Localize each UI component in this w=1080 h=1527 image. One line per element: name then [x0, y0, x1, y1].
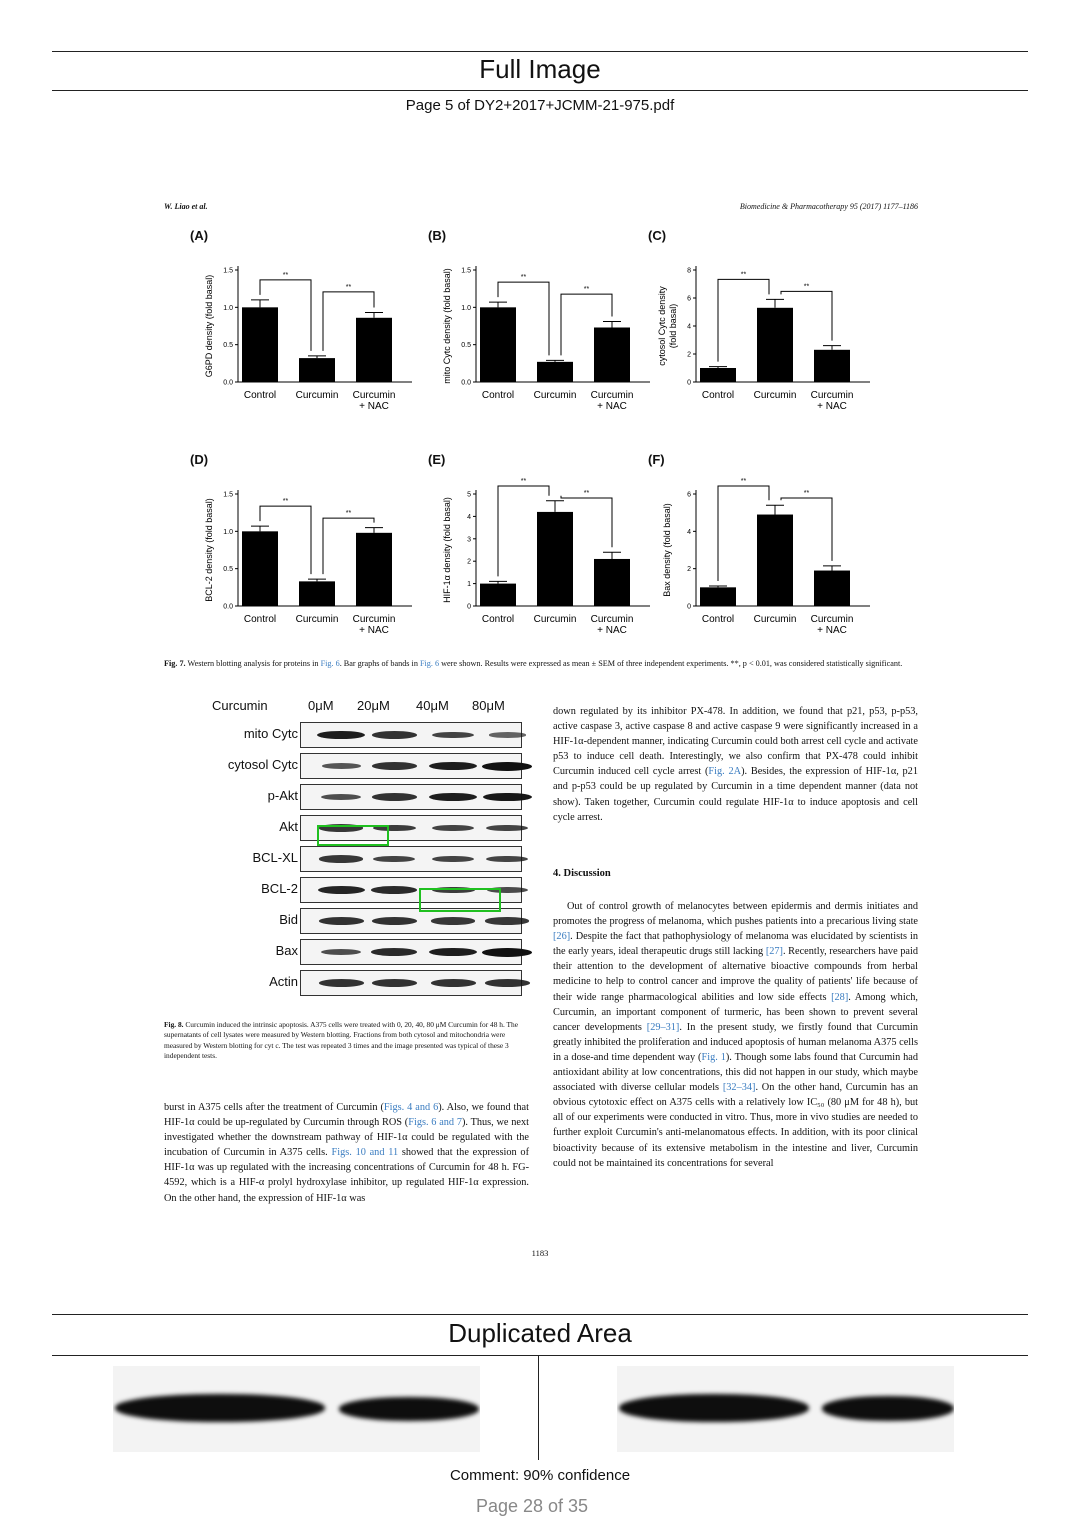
bar: [700, 587, 736, 606]
y-tick-label: 4: [687, 528, 691, 536]
blot-band: [483, 793, 532, 802]
blot-row-label: Bid: [279, 912, 298, 927]
blot-band: [319, 917, 364, 925]
dup-top-rule: [52, 1314, 1028, 1315]
category-label: + NAC: [597, 625, 627, 636]
bar-chart: [648, 228, 878, 428]
blot-band: [339, 1397, 479, 1421]
blot-row-label: mito Cytc: [243, 726, 298, 741]
bar-chart: [428, 452, 658, 652]
blot-band: [429, 948, 477, 956]
top-rule: [52, 51, 1028, 52]
bar-chart: [648, 452, 878, 652]
blot-row-label: BCL-XL: [252, 850, 298, 865]
chart-panel-a: [190, 228, 420, 428]
category-label: Curcumin: [753, 390, 797, 401]
blot-band: [317, 731, 365, 739]
category-label: Curcumin: [352, 614, 396, 625]
blot-band: [373, 856, 415, 863]
blot-band: [321, 794, 361, 800]
bar: [480, 307, 516, 382]
figure-link[interactable]: Figs. 4 and 6: [383, 1102, 439, 1113]
panel-label: (A): [190, 228, 209, 243]
fig6-link[interactable]: Fig. 6: [320, 659, 340, 668]
blot-row-label: cytosol Cytc: [227, 757, 298, 772]
category-label: Curcumin: [533, 614, 577, 625]
blot-band: [431, 917, 475, 924]
y-axis-label: mito Cytc density (fold basal): [442, 268, 452, 384]
page-subtitle: Page 5 of DY2+2017+JCMM-21-975.pdf: [405, 97, 675, 114]
y-tick-label: 8: [687, 267, 691, 275]
bar: [700, 368, 736, 382]
y-tick-label: 0: [467, 603, 471, 611]
dose-label: 20μM: [357, 698, 390, 713]
bar: [356, 533, 392, 606]
category-label: Curcumin: [753, 614, 797, 625]
chart-panel-d: [190, 452, 420, 652]
blot-band: [115, 1394, 325, 1422]
bar-chart: [190, 452, 420, 652]
bar: [537, 362, 573, 382]
bar: [814, 571, 850, 606]
blot-band: [432, 732, 474, 739]
y-tick-label: 4: [687, 323, 691, 331]
blot-band: [489, 732, 526, 737]
y-tick-label: 4: [467, 513, 471, 521]
y-tick-label: 1.5: [461, 267, 471, 275]
y-tick-label: 3: [467, 536, 471, 544]
blot-row-label: Bax: [275, 943, 298, 958]
panel-label: (F): [648, 452, 665, 467]
blot-band: [486, 856, 528, 863]
category-label: + NAC: [817, 401, 847, 412]
significance-label: **: [740, 271, 747, 279]
y-axis-label: cytosol Cytc density: [657, 286, 667, 366]
blot-band: [372, 917, 417, 925]
blot-band: [371, 948, 417, 956]
y-tick-label: 0.0: [461, 379, 471, 387]
bar: [594, 327, 630, 382]
significance-label: **: [345, 283, 352, 291]
blot-band: [318, 886, 365, 894]
bar: [356, 318, 392, 382]
blot-band: [372, 762, 417, 770]
bar: [757, 308, 793, 382]
chart-panel-f: [648, 452, 878, 652]
y-tick-label: 6: [687, 295, 691, 303]
dup-title-rule: [52, 1355, 1028, 1356]
significance-label: **: [803, 283, 810, 291]
fig6-link[interactable]: Fig. 6: [419, 659, 440, 668]
category-label: Control: [481, 390, 515, 401]
significance-label: **: [520, 478, 527, 485]
dose-label: 0μM: [308, 698, 334, 713]
chart-panel-b: [428, 228, 658, 428]
blot-band: [429, 793, 477, 801]
category-label: Curcumin: [810, 390, 854, 401]
blot-band: [822, 1396, 954, 1421]
blot-row-label: Akt: [279, 819, 298, 834]
y-tick-label: 1.0: [223, 528, 233, 536]
paper-page: [160, 196, 920, 1266]
figure-link[interactable]: Figs. 6 and 7: [408, 1117, 462, 1129]
duplicate-highlight-akt: [317, 825, 389, 846]
citation-link[interactable]: [29–31]: [646, 1021, 680, 1033]
significance-label: **: [282, 498, 289, 506]
bar: [814, 350, 850, 382]
panel-label: (E): [428, 452, 446, 467]
y-tick-label: 1.5: [223, 491, 233, 499]
y-tick-label: 1.0: [461, 304, 471, 312]
category-label: Control: [701, 390, 735, 401]
section-heading-discussion: 4. Discussion: [553, 868, 611, 879]
blot-strip: [300, 970, 522, 996]
figure-link[interactable]: Fig. 1: [701, 1051, 726, 1063]
category-label: Curcumin: [352, 390, 396, 401]
significance-label: **: [520, 274, 527, 282]
y-tick-label: 0.0: [223, 379, 233, 387]
y-tick-label: 0.0: [223, 603, 233, 611]
blot-row-label: Actin: [269, 974, 298, 989]
y-tick-label: 1.0: [223, 304, 233, 312]
category-label: Curcumin: [295, 614, 339, 625]
y-tick-label: 2: [687, 566, 691, 574]
comment-text: Comment: 90% confidence: [449, 1467, 631, 1484]
blot-band: [372, 793, 417, 801]
blot-band: [482, 762, 532, 771]
category-label: Curcumin: [810, 614, 854, 625]
blot-band: [485, 979, 530, 987]
duplicated-area-title: Duplicated Area: [448, 1318, 632, 1348]
blot-header-label: Curcumin: [212, 698, 268, 713]
y-axis-label: Bax density (fold basal): [662, 503, 672, 597]
dose-label: 40μM: [416, 698, 449, 713]
bar: [594, 559, 630, 606]
duplicate-highlight-bcl2: [419, 888, 501, 912]
significance-label: **: [345, 510, 352, 518]
category-label: + NAC: [817, 625, 847, 636]
blot-band: [432, 825, 474, 832]
blot-strip: [300, 753, 522, 779]
crop-divider: [538, 1356, 539, 1460]
y-tick-label: 0.5: [223, 566, 233, 574]
paper-page-number: 1183: [531, 1248, 549, 1258]
bar: [299, 358, 335, 382]
bar-chart: [428, 228, 658, 428]
significance-label: **: [803, 490, 810, 497]
figure-link[interactable]: Fig. 2A: [708, 766, 742, 778]
significance-label: **: [740, 478, 747, 485]
blot-band: [322, 763, 361, 769]
blot-strip: [300, 846, 522, 872]
blot-strip: [300, 784, 522, 810]
blot-band: [372, 979, 417, 987]
category-label: Control: [243, 614, 277, 625]
blot-band: [429, 762, 477, 770]
fig8-caption: Fig. 8. Curcumin induced the intrinsic apoptosis. A375 cells were treated with 0, 20, 40, 80 μM Curcumin for 48 h. The supernatants of cell lysates were measured by Western blotting. Fractions from both cytosol and mitochondria were measured by Western blotting for cyt c. The test was repeated 3 times and the image presented was typical of these 3 independent tests.: [164, 1020, 519, 1061]
y-axis-label: BCL-2 density (fold basal): [204, 498, 214, 602]
y-tick-label: 0.5: [223, 342, 233, 350]
category-label: Curcumin: [533, 390, 577, 401]
page-footer: Page 28 of 35: [475, 1496, 589, 1516]
duplicate-crop-right: [617, 1366, 954, 1452]
y-tick-label: 2: [467, 558, 471, 566]
category-label: Control: [481, 614, 515, 625]
significance-label: **: [282, 271, 289, 279]
citation-link[interactable]: [28]: [831, 991, 849, 1003]
blot-band: [482, 948, 532, 957]
y-tick-label: 6: [687, 491, 691, 499]
significance-label: **: [583, 490, 590, 497]
bar: [480, 584, 516, 606]
blot-band: [319, 855, 363, 862]
citation-link[interactable]: [27]: [765, 946, 783, 958]
running-head-right: Biomedicine & Pharmacotherapy 95 (2017) 1177–1186: [739, 202, 918, 211]
significance-label: **: [583, 286, 590, 294]
discussion-text: Out of control growth of melanocytes between epidermis and dermis initiates and promotes the progress of melanoma, which pushes patients into a precarious living state [26]. Despite the fact that pathophysiology of melanoma was elucidated by scientists in the early years, ideal therapeutic drugs still lacking [27]. Recently, researchers have paid their attention to the development of alternative bioactive compounds from herbal medicine to help to control cancer and improve the quality of patients' life because of their wide range pharmacological abilities and low side effects [28]. Among which, Curcumin, an important component of turmeric, has been shown to prevent several cancer developments [29–31]. In the present study, we firstly found that Curcumin greatly inhibited the proliferation and induced apoptosis of human melanoma A375 cells in a dose-and time dependent way (Fig. 1). Though some labs found that Curcumin had antioxidant ability at low concentrations, this did not happen in our study, which maybe associated with diverse cellular models [32–34]. On the other hand, Curcumin has an obvious cytotoxic effect on A375 cells with a relatively low IC₅₀ (80 μM for 48 h), but all of our experiments were conducted in vitro. Thus, more in vivo studies are needed to further exploit Curcumin's anti-melanomatous effects. In addition, with its poor clinical bioactivity because of its extensive metabolism in the intestine and liver, Curcumin could not be maintained its concentrations for several: [553, 901, 918, 1169]
blot-band: [319, 979, 364, 987]
blot-band: [619, 1394, 809, 1422]
citation-link[interactable]: [32–34]: [722, 1082, 756, 1094]
category-label: Curcumin: [590, 390, 634, 401]
blot-band: [485, 917, 529, 924]
y-tick-label: 0.5: [461, 342, 471, 350]
y-tick-label: 0: [687, 603, 691, 611]
blot-band: [371, 886, 417, 894]
category-label: Curcumin: [590, 614, 634, 625]
blot-strip: [300, 722, 522, 748]
y-tick-label: 0: [687, 379, 691, 387]
left-column-text: burst in A375 cells after the treatment of Curcumin (Figs. 4 and 6). Also, we found that HIF-1α could be up-regulated by Curcumin through ROS (Figs. 6 and 7). Thus, we next investigated whether the downstream pathway of HIF-1α could be regulated with the incubation of Curcumin in A375 cells. Figs. 10 and 11 showed that the expression of HIF-1α was up regulated with the increasing concentrations of Curcumin for 48 h. FG-4592, which is a HIF-α prolyl hydroxylase inhibitor, up regulated HIF-1α expression. On the other hand, the expression of HIF-1α was: [164, 1102, 530, 1204]
running-head-left: W. Liao et al.: [164, 202, 208, 211]
y-axis-label: (fold basal): [668, 303, 678, 349]
category-label: + NAC: [359, 625, 389, 636]
y-axis-label: G6PD density (fold basal): [204, 274, 214, 378]
y-tick-label: 2: [687, 351, 691, 359]
panel-label: (C): [648, 228, 667, 243]
y-tick-label: 5: [467, 491, 471, 499]
category-label: + NAC: [597, 401, 627, 412]
fig7-caption: Fig. 7. Western blotting analysis for proteins in Fig. 6. Bar graphs of bands in Fig. 6 were shown. Results were expressed as mean ± SEM of three independent experiments. **, p < 0.01, was considered statistically significant.: [164, 659, 903, 668]
panel-label: (B): [428, 228, 447, 243]
page-title: Full Image: [479, 54, 601, 84]
chart-panel-c: [648, 228, 878, 428]
blot-row-label: p-Akt: [267, 788, 298, 803]
panel-label: (D): [190, 452, 209, 467]
bar: [537, 512, 573, 606]
blot-band: [432, 856, 474, 863]
category-label: Control: [701, 614, 735, 625]
chart-panel-e: [428, 452, 658, 652]
category-label: + NAC: [359, 401, 389, 412]
blot-band: [321, 949, 361, 955]
blot-band: [372, 731, 417, 739]
bar-chart: [190, 228, 420, 428]
y-tick-label: 1: [467, 581, 471, 589]
figure-link[interactable]: Figs. 10 and 11: [331, 1147, 399, 1159]
bar: [757, 515, 793, 606]
western-blot: [180, 698, 530, 1008]
bar: [242, 307, 278, 382]
duplicate-crop-left: [113, 1366, 480, 1452]
bar: [299, 581, 335, 606]
category-label: Curcumin: [295, 390, 339, 401]
dose-label: 80μM: [472, 698, 505, 713]
blot-strip: [300, 939, 522, 965]
right-column-results-text: down regulated by its inhibitor PX-478. In addition, we found that p21, p53, p-p53, active caspase 3, active caspase 8 and active caspase 9 were significantly increased in a HIF-1α-dependent manner, indicating Curcumin could both arrest cell cycle and activate p53 to induce cell death. Interestingly, we also confirm that PX-478 could inhibit Curcumin induced cell cycle arrest (Fig. 2A). Besides, the expression of HIF-1α, p21 and p-p53 could be up regulated by Curcumin in a time dependent manner (data not show). Taken together, Curcumin could regulate HIF-1α to induce apoptosis and cell cycle arrest.: [553, 706, 918, 823]
y-axis-label: HIF-1α density (fold basal): [442, 497, 452, 603]
y-tick-label: 1.5: [223, 267, 233, 275]
title-rule: [52, 90, 1028, 91]
blot-band: [486, 825, 528, 832]
citation-link[interactable]: [26]: [553, 931, 571, 943]
blot-row-label: BCL-2: [261, 881, 298, 896]
blot-band: [431, 979, 476, 987]
category-label: Control: [243, 390, 277, 401]
bar: [242, 531, 278, 606]
